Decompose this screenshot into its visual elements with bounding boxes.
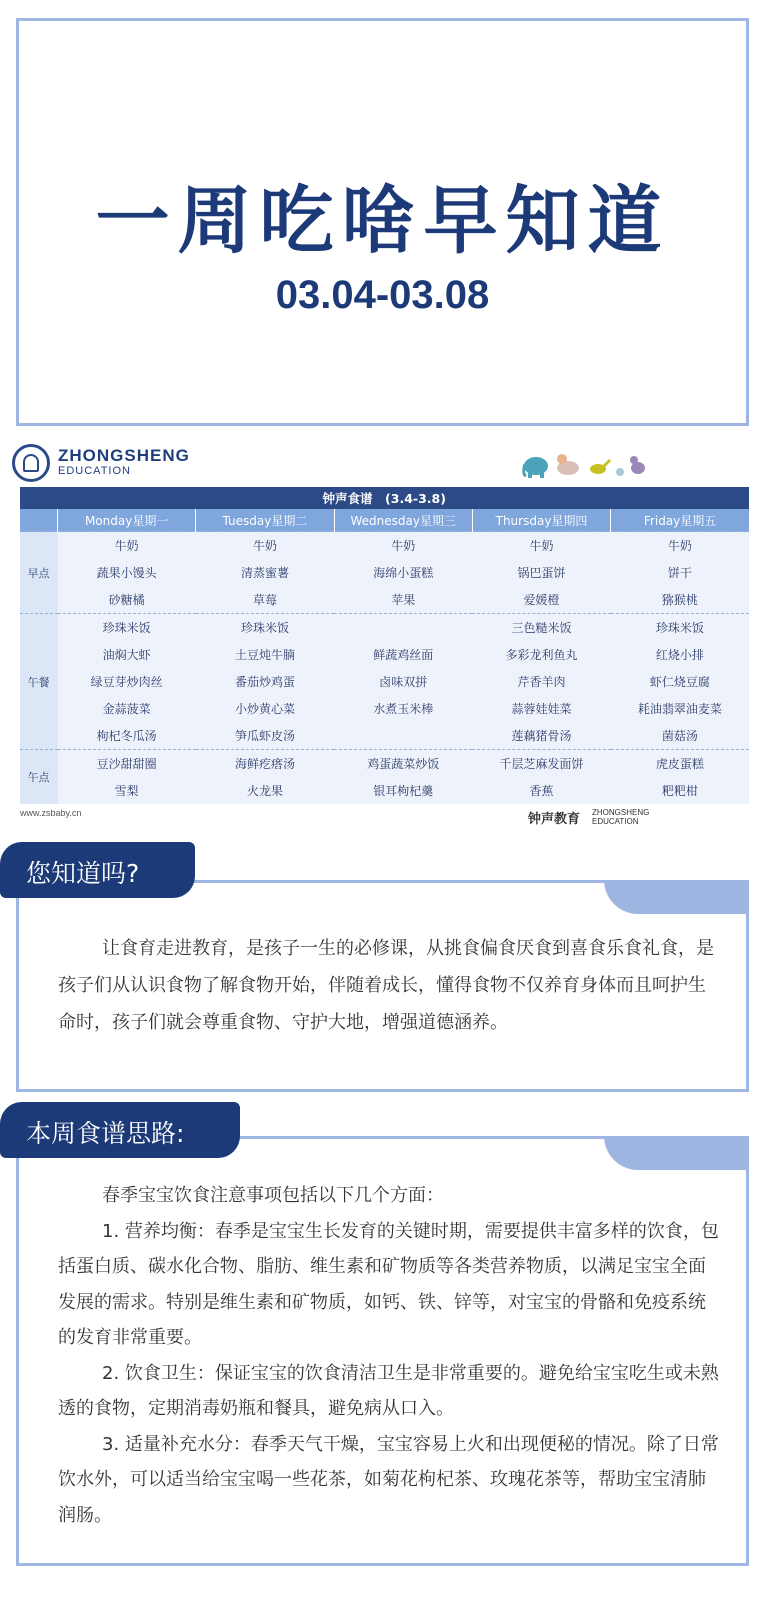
rationale-point-2: 2. 饮食卫生：保证宝宝的饮食清洁卫生是非常重要的。避免给宝宝吃生或未熟透的食物，定期消毒奶瓶和餐具，避免病从口入。 xyxy=(58,1362,719,1419)
website-url: www.zsbaby.cn xyxy=(20,808,82,818)
title-card xyxy=(16,18,749,426)
section-tab-did-you-know xyxy=(0,842,195,898)
corner-cell xyxy=(20,509,58,532)
menu-cell: 珍珠米饭 xyxy=(196,614,334,642)
school-logo-icon xyxy=(12,444,50,482)
menu-cell: 笋瓜虾皮汤 xyxy=(196,722,334,750)
menu-cell: 猕猴桃 xyxy=(611,586,749,614)
menu-cell: 金蒜菠菜 xyxy=(58,695,196,722)
menu-cell xyxy=(334,722,472,750)
did-you-know-text: 让食育走进教育，是孩子一生的必修课，从挑食偏食厌食到喜食乐食礼食，是孩子们从认识食物了解食物开始，伴随着成长，懂得食物不仅养育身体而且呵护生命时，孩子们就会尊重食物、守护大地，增强道德涵养。 xyxy=(58,938,714,1033)
brand-subtitle: EDUCATION xyxy=(58,465,131,477)
menu-caption: 钟声食谱 (3.4-3.8) xyxy=(20,487,750,509)
menu-cell: 豆沙甜甜圈 xyxy=(58,750,196,778)
animals-decoration-icon xyxy=(522,448,652,480)
footer-brand: 钟声教育 xyxy=(528,812,581,827)
menu-cell: 锅巴蛋饼 xyxy=(472,559,610,586)
menu-cell: 草莓 xyxy=(196,586,334,614)
day-header: Tuesday星期二 xyxy=(196,509,334,532)
footer-brand-en-line1: ZHONGSHENG xyxy=(592,808,650,817)
menu-cell: 枸杞冬瓜汤 xyxy=(58,722,196,750)
menu-cell: 多彩龙利鱼丸 xyxy=(472,641,610,668)
rationale-point-3: 3. 适量补充水分：春季天气干燥，宝宝容易上火和出现便秘的情况。除了日常饮水外，可以适当给宝宝喝一些花茶，如菊花枸杞茶、玫瑰花茶等，帮助宝宝清肺润肠。 xyxy=(58,1433,719,1526)
date-range: 03.04-03.08 xyxy=(275,273,490,317)
menu-cell: 清蒸蜜薯 xyxy=(196,559,334,586)
menu-cell: 牛奶 xyxy=(334,532,472,560)
menu-cell: 虎皮蛋糕 xyxy=(611,750,749,778)
menu-cell: 饼干 xyxy=(611,559,749,586)
menu-cell: 鸡蛋蔬菜炒饭 xyxy=(334,750,472,778)
day-header: Friday星期五 xyxy=(611,509,749,532)
footer-brand-en-line2: EDUCATION xyxy=(592,817,639,826)
menu-cell: 莲藕猪骨汤 xyxy=(472,722,610,750)
menu-cell: 蔬果小馒头 xyxy=(58,559,196,586)
menu-cell: 菌菇汤 xyxy=(611,722,749,750)
meal-label: 早点 xyxy=(20,532,58,614)
meal-label: 午点 xyxy=(20,750,58,805)
menu-cell: 卤味双拼 xyxy=(334,668,472,695)
menu-cell: 蒜蓉娃娃菜 xyxy=(472,695,610,722)
menu-cell: 爱媛橙 xyxy=(472,586,610,614)
meal-label: 午餐 xyxy=(20,614,58,750)
footer-brand-en xyxy=(592,808,649,826)
menu-cell: 苹果 xyxy=(334,586,472,614)
menu-cell: 海绵小蛋糕 xyxy=(334,559,472,586)
menu-cell: 水煮玉米棒 xyxy=(334,695,472,722)
brand-name: ZHONGSHENG xyxy=(58,446,190,465)
day-header: Thursday星期四 xyxy=(472,509,610,532)
menu-cell: 红烧小排 xyxy=(611,641,749,668)
section-tab-label: 本周食谱思路: xyxy=(26,1119,185,1148)
menu-cell: 千层芝麻发面饼 xyxy=(472,750,610,778)
page-title: 一周吃啥早知道 xyxy=(95,178,670,264)
menu-cell: 砂糖橘 xyxy=(58,586,196,614)
section-tab-label: 您知道吗? xyxy=(26,859,140,888)
rationale-intro: 春季宝宝饮食注意事项包括以下几个方面： xyxy=(102,1185,444,1206)
menu-cell: 芹香羊肉 xyxy=(472,668,610,695)
menu-cell: 耗油翡翠油麦菜 xyxy=(611,695,749,722)
menu-cell: 绿豆芽炒肉丝 xyxy=(58,668,196,695)
menu-cell: 牛奶 xyxy=(196,532,334,560)
weekly-menu-table xyxy=(19,487,749,804)
menu-cell: 牛奶 xyxy=(611,532,749,560)
menu-cell: 牛奶 xyxy=(472,532,610,560)
menu-cell: 珍珠米饭 xyxy=(611,614,749,642)
menu-cell: 银耳枸杞羹 xyxy=(334,777,472,804)
menu-cell: 小炒黄心菜 xyxy=(196,695,334,722)
section-tab-menu-rationale xyxy=(0,1102,240,1158)
menu-cell: 火龙果 xyxy=(196,777,334,804)
menu-cell: 雪梨 xyxy=(58,777,196,804)
menu-cell: 土豆炖牛腩 xyxy=(196,641,334,668)
menu-cell: 鲜蔬鸡丝面 xyxy=(334,641,472,668)
menu-cell: 香蕉 xyxy=(472,777,610,804)
menu-rationale-text xyxy=(58,1178,723,1533)
menu-cell: 珍珠米饭 xyxy=(58,614,196,642)
menu-cell: 三色糙米饭 xyxy=(472,614,610,642)
menu-cell: 油焖大虾 xyxy=(58,641,196,668)
corner-decoration xyxy=(604,1136,749,1170)
rationale-point-1: 1. 营养均衡：春季是宝宝生长发育的关键时期，需要提供丰富多样的饮食，包括蛋白质、碳水化合物、脂肪、维生素和矿物质等各类营养物质，以满足宝宝全面发展的需求。特别是维生素和矿物质，如钙、铁、锌等，对宝宝的骨骼和免疫系统的发育非常重要。 xyxy=(58,1220,719,1348)
menu-cell: 虾仁烧豆腐 xyxy=(611,668,749,695)
menu-cell xyxy=(334,614,472,642)
day-header: Monday星期一 xyxy=(58,509,196,532)
menu-cell: 牛奶 xyxy=(58,532,196,560)
menu-cell: 番茄炒鸡蛋 xyxy=(196,668,334,695)
day-header: Wednesday星期三 xyxy=(334,509,472,532)
menu-cell: 粑粑柑 xyxy=(611,777,749,804)
corner-decoration xyxy=(604,880,749,914)
menu-cell: 海鲜疙瘩汤 xyxy=(196,750,334,778)
